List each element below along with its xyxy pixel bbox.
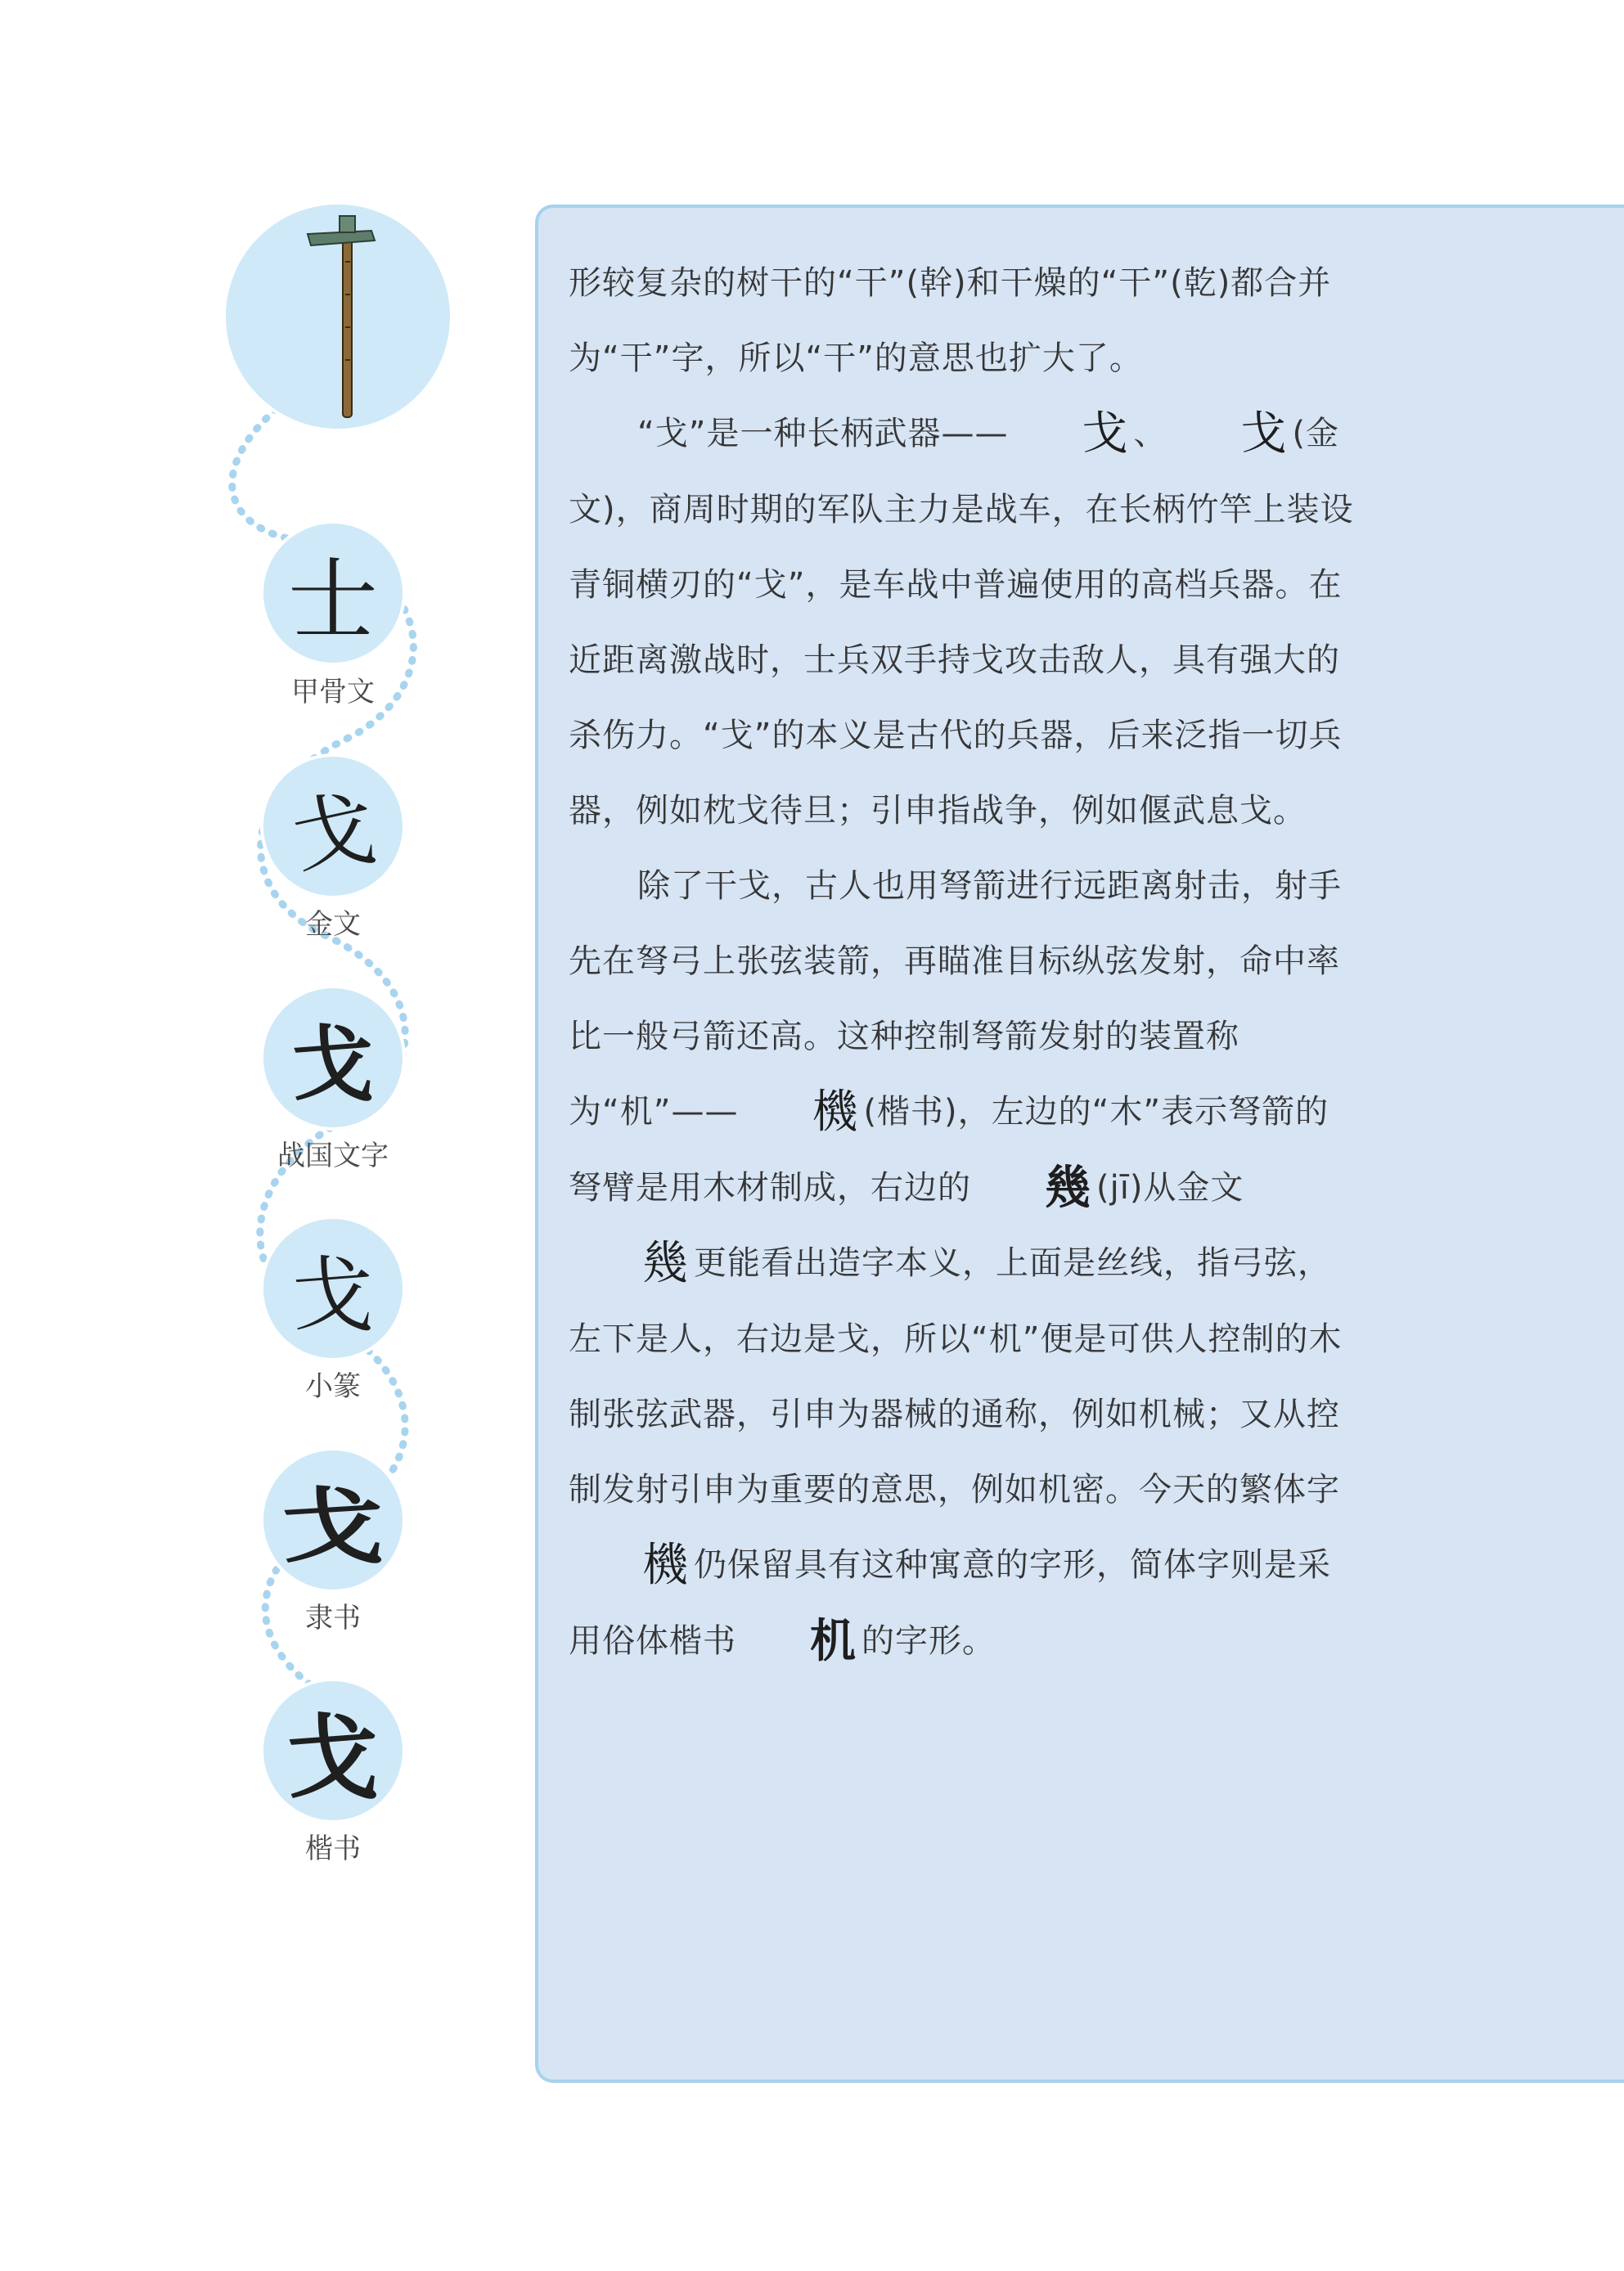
timeline-node-bronze xyxy=(263,757,403,896)
ji-phonetic-glyph: 幾 xyxy=(1045,1161,1091,1215)
label-clerical: 隶书 xyxy=(305,1602,361,1635)
ji-bronze-glyph: 幾 xyxy=(642,1237,689,1290)
oracle-bone-glyph: 士 xyxy=(288,548,378,653)
warring-states-glyph: 戈 xyxy=(292,1016,374,1113)
p3-pinyin: (jī)从金文 xyxy=(1096,1169,1244,1207)
small-seal-glyph: 戈 xyxy=(292,1248,374,1343)
article-body xyxy=(569,245,1354,1679)
paragraph-2 xyxy=(569,396,1354,848)
p3-body: 更能看出造字本义，上面是丝线，指弓弦，左下是人，右边是戈，所以“机”便是可供人控制的木制张弦武器，引申为器械的通称，例如机械；又从控制发射引申为重要的意思，例如机密。今天的繁体字 xyxy=(569,1244,1343,1509)
paragraph-3 xyxy=(569,848,1354,1679)
p2-note: (金文)， xyxy=(569,415,1340,528)
timeline-node-oracle xyxy=(263,524,403,663)
ji-simplified-glyph: 机 xyxy=(810,1614,857,1668)
timeline-node-warring xyxy=(263,988,403,1127)
ji-regular-traditional-glyph: 機 xyxy=(812,1086,859,1139)
p3-lead: 除了干戈，古人也用弩箭进行远距离射击，射手先在弩弓上张弦装箭，再瞄准目标纵弦发射，命中率比一般弓箭还高。这种控制弩箭发射的装置称为“机”—— xyxy=(569,867,1342,1131)
label-oracle-bone: 甲骨文 xyxy=(291,676,375,708)
timeline-node-seal xyxy=(263,1219,403,1358)
ji-traditional-glyph: 機 xyxy=(642,1539,689,1592)
label-warring-states: 战国文字 xyxy=(277,1140,389,1172)
timeline-node-clerical xyxy=(263,1450,403,1590)
p3-continued: 仍保留具有这种寓意的字形，简体字则是采用俗体楷书 xyxy=(569,1546,1331,1660)
p2-separator: 、 xyxy=(1133,415,1167,452)
ge-bronze-glyph-2: 戈 xyxy=(1240,407,1288,461)
regular-script-glyph: 戈 xyxy=(287,1704,379,1812)
p3-note: (楷书)，左边的“木”表示弩箭的弩臂是用木材制成，右边的 xyxy=(569,1093,1329,1207)
p2-lead: “戈”是一种长柄武器—— xyxy=(637,415,1009,452)
p3-end: 的字形。 xyxy=(861,1622,996,1660)
label-bronze: 金文 xyxy=(305,908,361,941)
paragraph-1: 形较复杂的树干的“干”(幹)和干燥的“干”(乾)都合并为“干”字，所以“干”的意思也扩大了。 xyxy=(569,264,1332,377)
ge-bronze-glyph-1: 戈 xyxy=(1082,407,1129,461)
label-regular-script: 楷书 xyxy=(305,1833,361,1865)
bronze-glyph: 戈 xyxy=(286,780,381,887)
clerical-glyph: 戈 xyxy=(281,1478,385,1575)
timeline-node-regular xyxy=(263,1681,403,1820)
p2-body: 商周时期的军队主力是战车，在长柄竹竿上装设青铜横刃的“戈”，是车战中普遍使用的高档兵器。在近距离激战时，士兵双手持戈攻击敌人，具有强大的杀伤力。“戈”的本义是古代的兵器，后来泛指一切兵器，例如枕戈待旦；引申指战争，例如偃武息戈。 xyxy=(569,491,1354,830)
dagger-axe-illustration xyxy=(226,205,450,429)
label-small-seal: 小篆 xyxy=(305,1370,361,1403)
timeline-node-weapon xyxy=(226,205,450,429)
